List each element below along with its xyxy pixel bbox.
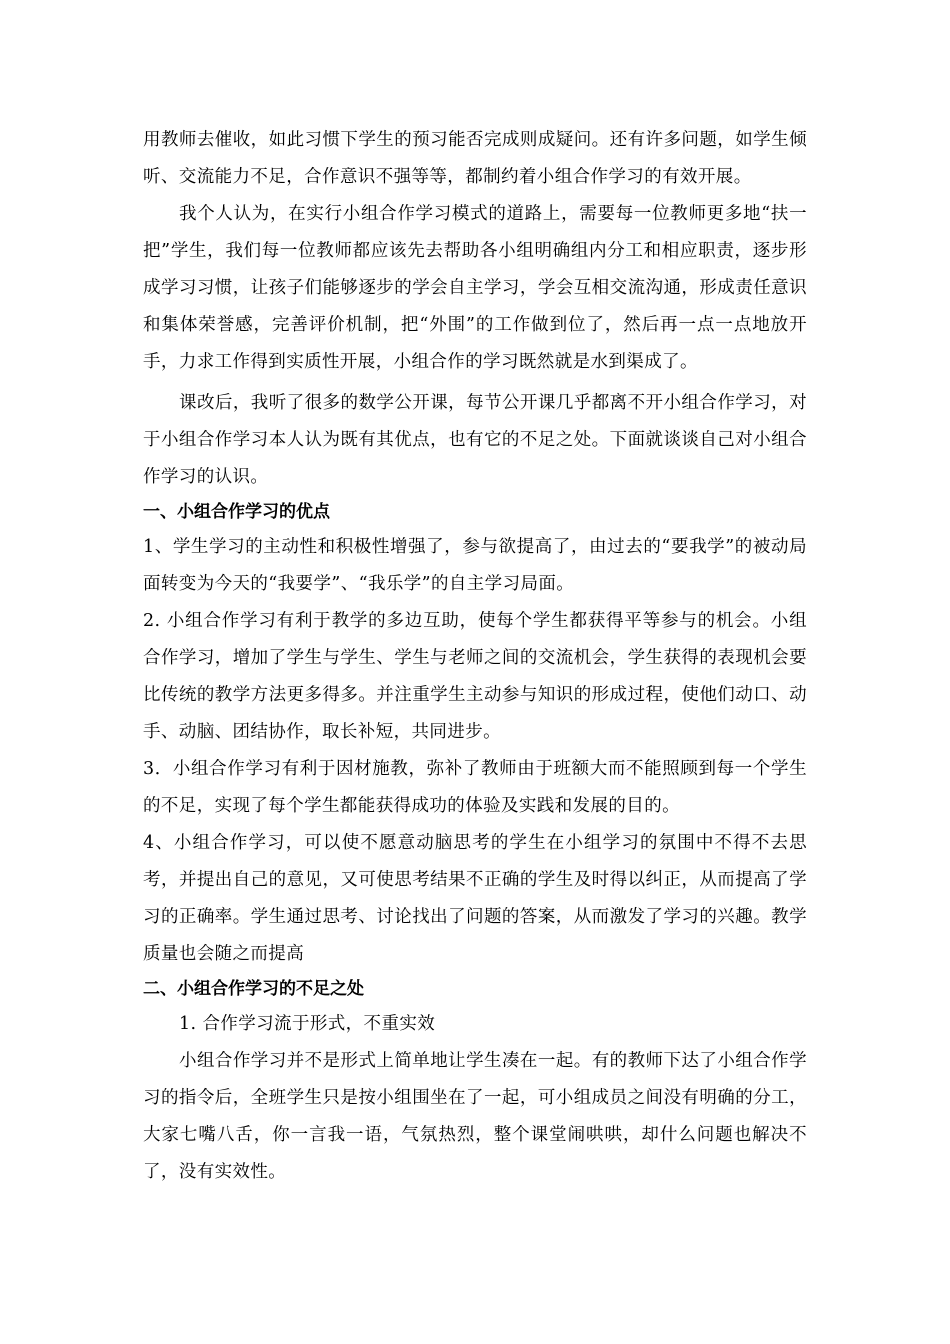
paragraph-opinion: 我个人认为，在实行小组合作学习模式的道路上，需要每一位教师更多地“扶一把”学生，我们每一位教师都应该先去帮助各小组明确组内分工和相应职责，逐步形成学习习惯，让孩子们能够逐步的学会自主学习，学会互相交流沟通，形成责任意识和集体荣誉感，完善评价机制，把“外围”的工作做到位了，然后再一点一点地放开手，力求工作得到实质性开展，小组合作的学习既然就是水到渠成了。 xyxy=(143,204,807,372)
advantage-item-1: 1、学生学习的主动性和积极性增强了，参与欲提高了，由过去的“要我学”的被动局面转变为今天的“我要学”、“我乐学”的自主学习局面。 xyxy=(143,537,807,594)
paragraph-intro: 课改后，我听了很多的数学公开课，每节公开课几乎都离不开小组合作学习，对于小组合作学习本人认为既有其优点，也有它的不足之处。下面就谈谈自己对小组合作学习的认识。 xyxy=(143,393,807,487)
section-heading-shortcomings: 二、小组合作学习的不足之处 xyxy=(143,979,364,999)
advantage-item-4: 4、小组合作学习，可以使不愿意动脑思考的学生在小组学习的氛围中不得不去思考，并提出自己的意见，又可使思考结果不正确的学生及时得以纠正，从而提高了学习的正确率。学生通过思考、讨论找出了问题的答案，从而激发了学习的兴趣。教学质量也会随之而提高 xyxy=(143,833,807,964)
shortcoming-paragraph-1: 小组合作学习并不是形式上简单地让学生凑在一起。有的教师下达了小组合作学习的指令后，全班学生只是按小组围坐在了一起，可小组成员之间没有明确的分工，大家七嘴八舌，你一言我一语，气氛热烈，整个课堂闹哄哄，却什么问题也解决不了，没有实效性。 xyxy=(143,1051,807,1182)
shortcoming-subheading-1: 1. 合作学习流于形式，不重实效 xyxy=(179,1014,436,1034)
advantage-item-2: 2. 小组合作学习有利于教学的多边互助，使每个学生都获得平等参与的机会。小组合作学习，增加了学生与学生、学生与老师之间的交流机会，学生获得的表现机会要比传统的教学方法更多得多。并注重学生主动参与知识的形成过程，使他们动口、动手、动脑、团结协作，取长补短，共同进步。 xyxy=(143,611,807,742)
paragraph-continuation: 用教师去催收，如此习惯下学生的预习能否完成则成疑问。还有许多问题，如学生倾听、交流能力不足，合作意识不强等等，都制约着小组合作学习的有效开展。 xyxy=(143,130,807,187)
section-heading-advantages: 一、小组合作学习的优点 xyxy=(143,502,330,522)
document-page xyxy=(143,122,807,1191)
advantage-item-3: 3．小组合作学习有利于因材施教，弥补了教师由于班额大而不能照顾到每一个学生的不足，实现了每个学生都能获得成功的体验及实践和发展的目的。 xyxy=(143,759,807,816)
